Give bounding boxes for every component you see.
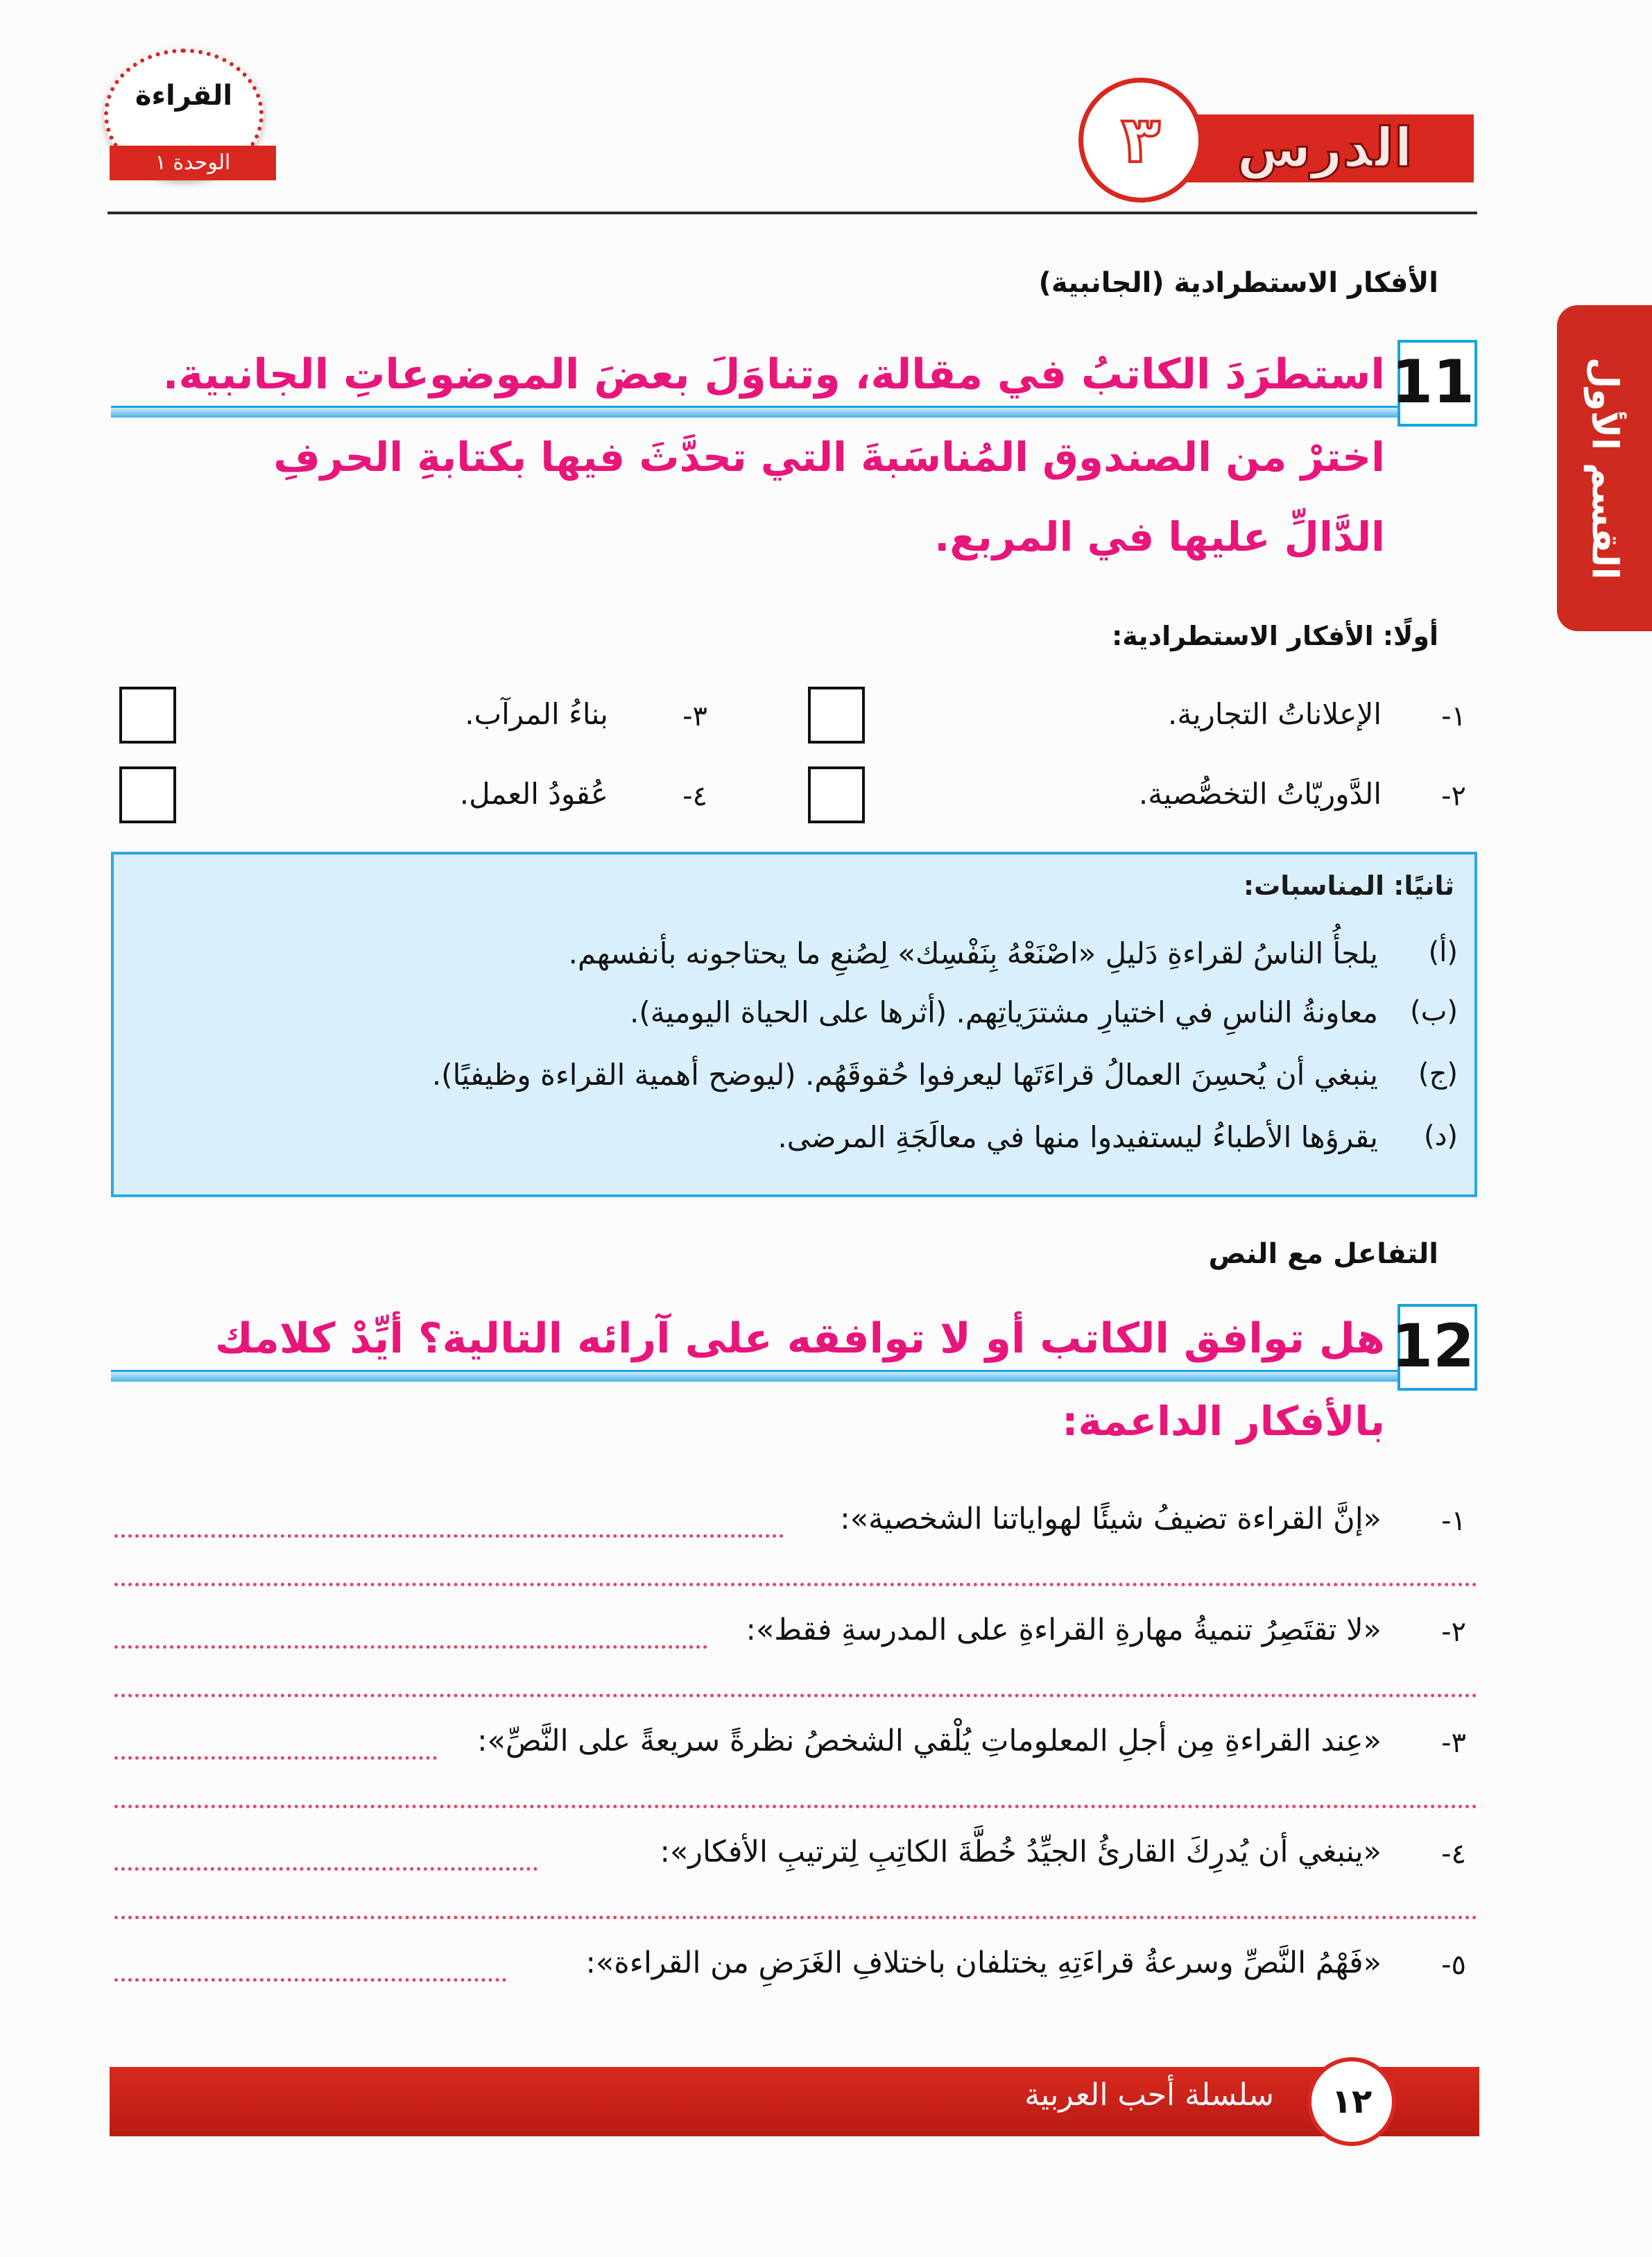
occasion-text: ينبغي أن يُحسِنَ العمالُ قراءَتَها ليعرفوا حُقوقَهُم. (ليوضح أهمية القراءة وظيفيًا).	[431, 1058, 1378, 1092]
statement-number: ٣-	[1441, 1727, 1466, 1759]
statement-number: ٢-	[1441, 1616, 1466, 1648]
section-heading-interaction: التفاعل مع النص	[1208, 1238, 1438, 1270]
header-divider	[107, 212, 1477, 214]
occasions-heading: ثانيًا: المناسبات:	[1243, 870, 1454, 901]
occasion-text: يقرؤها الأطباءُ ليستفيدوا منها في معالَجَةِ المرضى.	[777, 1120, 1378, 1154]
statement-text: «ينبغي أن يُدرِكَ القارئُ الجيِّدُ خُطَّةَ الكاتِبِ لِترتيبِ الأفكار»:	[660, 1835, 1382, 1869]
answer-line[interactable]	[114, 1583, 1477, 1586]
statement-text: «عِند القراءةِ مِن أجلِ المعلوماتِ يُلْقي الشخصُ نظرةً سريعةً على النَّصِّ»:	[477, 1724, 1382, 1758]
statement-text: «لا تقتَصِرُ تنميةُ مهارةِ القراءةِ على المدرسةِ فقط»:	[746, 1613, 1382, 1647]
page-number: ١٢	[1307, 2057, 1396, 2146]
idea-number: ١-	[1441, 701, 1466, 732]
answer-line[interactable]	[114, 1805, 1477, 1808]
statement-number: ١-	[1441, 1505, 1466, 1537]
occasion-text: معاونةُ الناسِ في اختيارِ مشترَياتِهم. (أثرها على الحياة اليومية).	[630, 995, 1378, 1029]
idea-text: عُقودُ العمل.	[459, 777, 608, 811]
unit-label: الوحدة ١	[110, 146, 276, 180]
occasion-label: (أ)	[1428, 936, 1458, 968]
lesson-number: ٣	[1121, 103, 1161, 177]
statement-text: «إنَّ القراءة تضيفُ شيئًا لهواياتنا الشخصية»:	[840, 1502, 1382, 1536]
exercise-prompt: هل توافق الكاتب أو لا توافقه على آرائه التالية؟ أيِّدْ كلامك	[214, 1314, 1385, 1363]
occasion-text: يلجأُ الناسُ لقراءةِ دَليلِ «اصْنَعْهُ بِنَفْسِك» لِصُنعِ ما يحتاجونه بأنفسهم.	[568, 936, 1378, 970]
section-heading-digressive-ideas: الأفكار الاستطرادية (الجانبية)	[1038, 267, 1438, 299]
exercise-number-box: 12	[1397, 1304, 1477, 1391]
answer-line[interactable]	[114, 1756, 437, 1760]
exercise-number-box: 11	[1397, 340, 1477, 427]
answer-line[interactable]	[114, 1694, 1477, 1697]
exercise-prompt: استطرَدَ الكاتبُ في مقالة، وتناوَلَ بعضَ الموضوعاتِ الجانبية.	[162, 350, 1385, 399]
answer-line[interactable]	[114, 1867, 537, 1871]
idea-text: الدَّوريّاتُ التخصُّصية.	[1138, 777, 1382, 811]
exercise-bar	[111, 406, 1397, 418]
exercise-bar	[111, 1370, 1397, 1382]
statement-number: ٥-	[1441, 1949, 1466, 1981]
answer-line[interactable]	[114, 1645, 707, 1649]
answer-checkbox[interactable]	[808, 687, 865, 744]
side-tab-label: القسم الأول	[1583, 357, 1626, 580]
exercise-prompt-line2: بالأفكار الداعمة:	[1062, 1398, 1385, 1445]
answer-line[interactable]	[114, 1534, 784, 1538]
answer-checkbox[interactable]	[119, 766, 176, 823]
answer-checkbox[interactable]	[808, 766, 865, 823]
exercise-prompt-line3: الدَّالِّ عليها في المربع.	[934, 513, 1385, 560]
idea-number: ٤-	[682, 780, 707, 812]
exercise-prompt-line2: اخترْ من الصندوق المُناسَبةَ التي تحدَّثَ فيها بكتابةِ الحرفِ	[273, 434, 1385, 481]
statement-number: ٤-	[1441, 1838, 1466, 1870]
answer-line[interactable]	[114, 1916, 1477, 1919]
ideas-heading: أولًا: الأفكار الاستطرادية:	[1112, 621, 1438, 651]
series-title: سلسلة أحب العربية	[1024, 2077, 1274, 2113]
answer-line[interactable]	[114, 1978, 506, 1982]
unit-subject: القراءة	[135, 80, 233, 112]
occasion-label: (د)	[1423, 1120, 1458, 1152]
idea-number: ٣-	[682, 701, 707, 732]
idea-text: الإعلاناتُ التجارية.	[1167, 697, 1382, 731]
idea-number: ٢-	[1441, 780, 1466, 812]
statement-text: «فَهْمُ النَّصِّ وسرعةُ قراءَتِهِ يختلفان باختلافِ الغَرَضِ من القراءة»:	[585, 1946, 1382, 1980]
idea-text: بناءُ المرآب.	[465, 697, 608, 731]
answer-checkbox[interactable]	[119, 687, 176, 744]
occasion-label: (ب)	[1410, 995, 1458, 1027]
occasion-label: (ج)	[1418, 1058, 1458, 1090]
lesson-title: الدرس	[1237, 117, 1413, 180]
